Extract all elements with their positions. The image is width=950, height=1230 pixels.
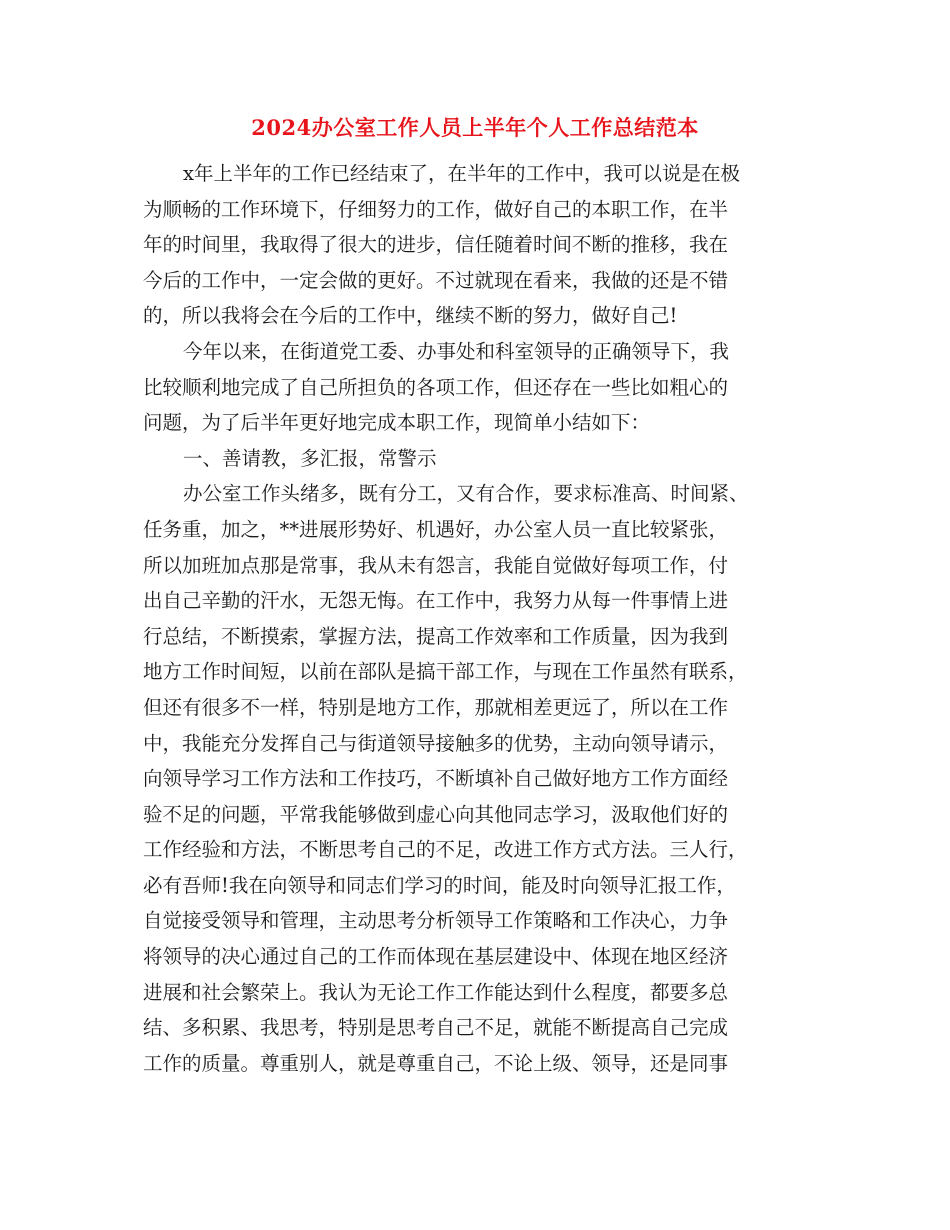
text-line: 向领导学习工作方法和工作技巧，不断填补自己做好地方工作方面经 — [143, 767, 729, 791]
text-line: 为顺畅的工作环境下，仔细努力的工作，做好自己的本职工作，在半 — [143, 197, 729, 221]
text-line: 结、多积累、我思考，特别是思考自己不足，就能不断提高自己完成 — [143, 1016, 729, 1040]
text-line: 自觉接受领导和管理，主动思考分析领导工作策略和工作决心，力争 — [143, 909, 729, 933]
text-line: 今后的工作中，一定会做的更好。不过就现在看来，我做的还是不错 — [143, 268, 729, 292]
text-line: 办公室工作头绪多，既有分工，又有合作，要求标准高、时间紧、 — [183, 482, 749, 506]
text-line: 年的时间里，我取得了很大的进步，信任随着时间不断的推移，我在 — [143, 233, 729, 257]
text-line: 行总结，不断摸索，掌握方法，提高工作效率和工作质量，因为我到 — [143, 624, 729, 648]
text-line: 工作经验和方法，不断思考自己的不足，改进工作方式方法。三人行， — [143, 838, 748, 862]
section-heading-1 — [143, 441, 811, 477]
text-line: 将领导的决心通过自己的工作而体现在基层建设中、体现在地区经济 — [143, 945, 729, 969]
text-line: 的，所以我将会在今后的工作中，继续不断的努力，做好自己! — [143, 304, 678, 328]
text-line: 进展和社会繁荣上。我认为无论工作工作能达到什么程度，都要多总 — [143, 980, 729, 1004]
text-line: 验不足的问题，平常我能够做到虚心向其他同志学习，汲取他们好的 — [143, 802, 729, 826]
text-line: 必有吾师!我在向领导和同志们学习的时间，能及时向领导汇报工作， — [143, 873, 736, 897]
paragraph-2 — [143, 334, 811, 441]
text-line: 今年以来，在街道党工委、办事处和科室领导的正确领导下，我 — [183, 339, 730, 363]
text-line: 所以加班加点那是常事，我从未有怨言，我能自觉做好每项工作，付 — [143, 553, 729, 577]
text-line: 出自己辛勤的汗水，无怨无悔。在工作中，我努力从每一件事情上进 — [143, 589, 729, 613]
text-line: 地方工作时间短，以前在部队是搞干部工作，与现在工作虽然有联系， — [143, 660, 748, 684]
text-line: 问题，为了后半年更好地完成本职工作，现简单小结如下： — [143, 411, 651, 435]
text-line: 工作的质量。尊重别人，就是尊重自己，不论上级、领导，还是同事 — [143, 1051, 729, 1075]
text-line: 一、善请教，多汇报，常警示 — [183, 446, 437, 470]
text-line: x年上半年的工作已经结束了，在半年的工作中，我可以说是在极 — [183, 162, 740, 185]
document-title: 2024办公室工作人员上半年个人工作总结范本 — [251, 115, 699, 140]
text-line: 比较顺利地完成了自己所担负的各项工作，但还存在一些比如粗心的 — [143, 375, 729, 399]
text-line: 任务重，加之，**进展形势好、机遇好，办公室人员一直比较紧张， — [143, 517, 729, 541]
text-line: 中，我能充分发挥自己与街道领导接触多的优势，主动向领导请示， — [143, 731, 729, 755]
document-body — [143, 156, 811, 1081]
text-line: 但还有很多不一样，特别是地方工作，那就相差更远了，所以在工作 — [143, 695, 729, 719]
paragraph-1 — [143, 156, 811, 334]
paragraph-3 — [143, 476, 811, 1081]
